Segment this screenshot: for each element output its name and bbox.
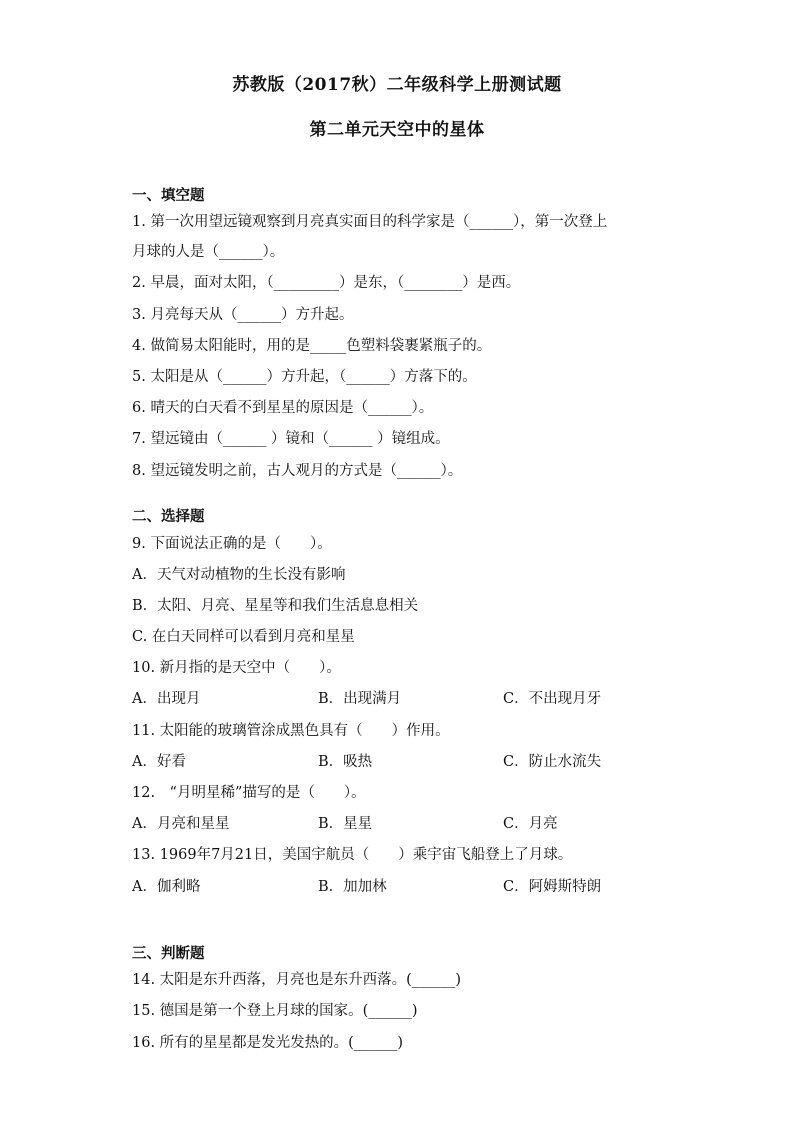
choice-9-option-c: C. 在白天同样可以看到月亮和星星 — [132, 629, 355, 645]
choice-9-option-b: B．太阳、月亮、星星等和我们生活息息相关 — [132, 598, 419, 614]
choice-13-option-b: B．加加林 — [318, 879, 387, 895]
judge-question-15: 15. 德国是第一个登上月球的国家。(______) — [132, 1003, 418, 1019]
fill-question-6: 6. 晴天的白天看不到星星的原因是（______）。 — [132, 400, 434, 416]
section-judge-heading: 三、判断题 — [132, 945, 205, 962]
fill-question-4: 4. 做简易太阳能时，用的是_____色塑料袋裹紧瓶子的。 — [132, 338, 492, 354]
choice-question-12: 12. “月明星稀”描写的是（ ）。 — [132, 785, 366, 801]
choice-10-option-b: B．出现满月 — [318, 691, 402, 707]
section-choice-heading: 二、选择题 — [132, 508, 205, 525]
choice-10-option-c: C．不出现月牙 — [503, 691, 602, 707]
fill-question-8: 8. 望远镜发明之前，古人观月的方式是（______）。 — [132, 463, 463, 479]
choice-12-option-a: A．月亮和星星 — [132, 816, 230, 832]
fill-question-3: 3. 月亮每天从（______）方升起。 — [132, 307, 354, 323]
fill-question-2: 2. 早晨，面对太阳，（_________）是东，（________）是西。 — [132, 275, 521, 291]
choice-10-option-a: A．出现月 — [132, 691, 201, 707]
page-title: 苏教版（2017秋）二年级科学上册测试题 — [232, 75, 562, 95]
section-fill-heading: 一、填空题 — [132, 187, 205, 204]
fill-question-7: 7. 望远镜由（______ ）镜和（______ ）镜组成。 — [132, 431, 450, 447]
choice-12-option-b: B．星星 — [318, 816, 373, 832]
choice-11-option-a: A．好看 — [132, 754, 186, 770]
judge-question-14: 14. 太阳是东升西落，月亮也是东升西落。(______) — [132, 972, 461, 988]
choice-question-10: 10. 新月指的是天空中（ ）。 — [132, 660, 341, 676]
choice-12-option-c: C．月亮 — [503, 816, 558, 832]
choice-question-13: 13. 1969年7月21日，美国宇航员（ ）乘宇宙飞船登上了月球。 — [132, 847, 573, 863]
choice-9-option-a: A．天气对动植物的生长没有影响 — [132, 567, 346, 583]
fill-question-5: 5. 太阳是从（______）方升起，（______）方落下的。 — [132, 369, 477, 385]
choice-question-11: 11. 太阳能的玻璃管涂成黑色具有（ ）作用。 — [132, 723, 450, 739]
judge-question-16: 16. 所有的星星都是发光发热的。(______) — [132, 1035, 403, 1051]
choice-13-option-c: C．阿姆斯特朗 — [503, 879, 602, 895]
choice-question-9: 9. 下面说法正确的是（ ）。 — [132, 536, 332, 552]
choice-11-option-b: B．吸热 — [318, 754, 373, 770]
fill-question-1: 1. 第一次用望远镜观察到月亮真实面目的科学家是（______），第一次登上 — [132, 214, 608, 230]
page-subtitle: 第二单元天空中的星体 — [309, 120, 485, 140]
choice-11-option-c: C．防止水流失 — [503, 754, 602, 770]
choice-13-option-a: A．伽利略 — [132, 879, 201, 895]
fill-question-1-cont: 月球的人是（______）。 — [132, 244, 285, 260]
